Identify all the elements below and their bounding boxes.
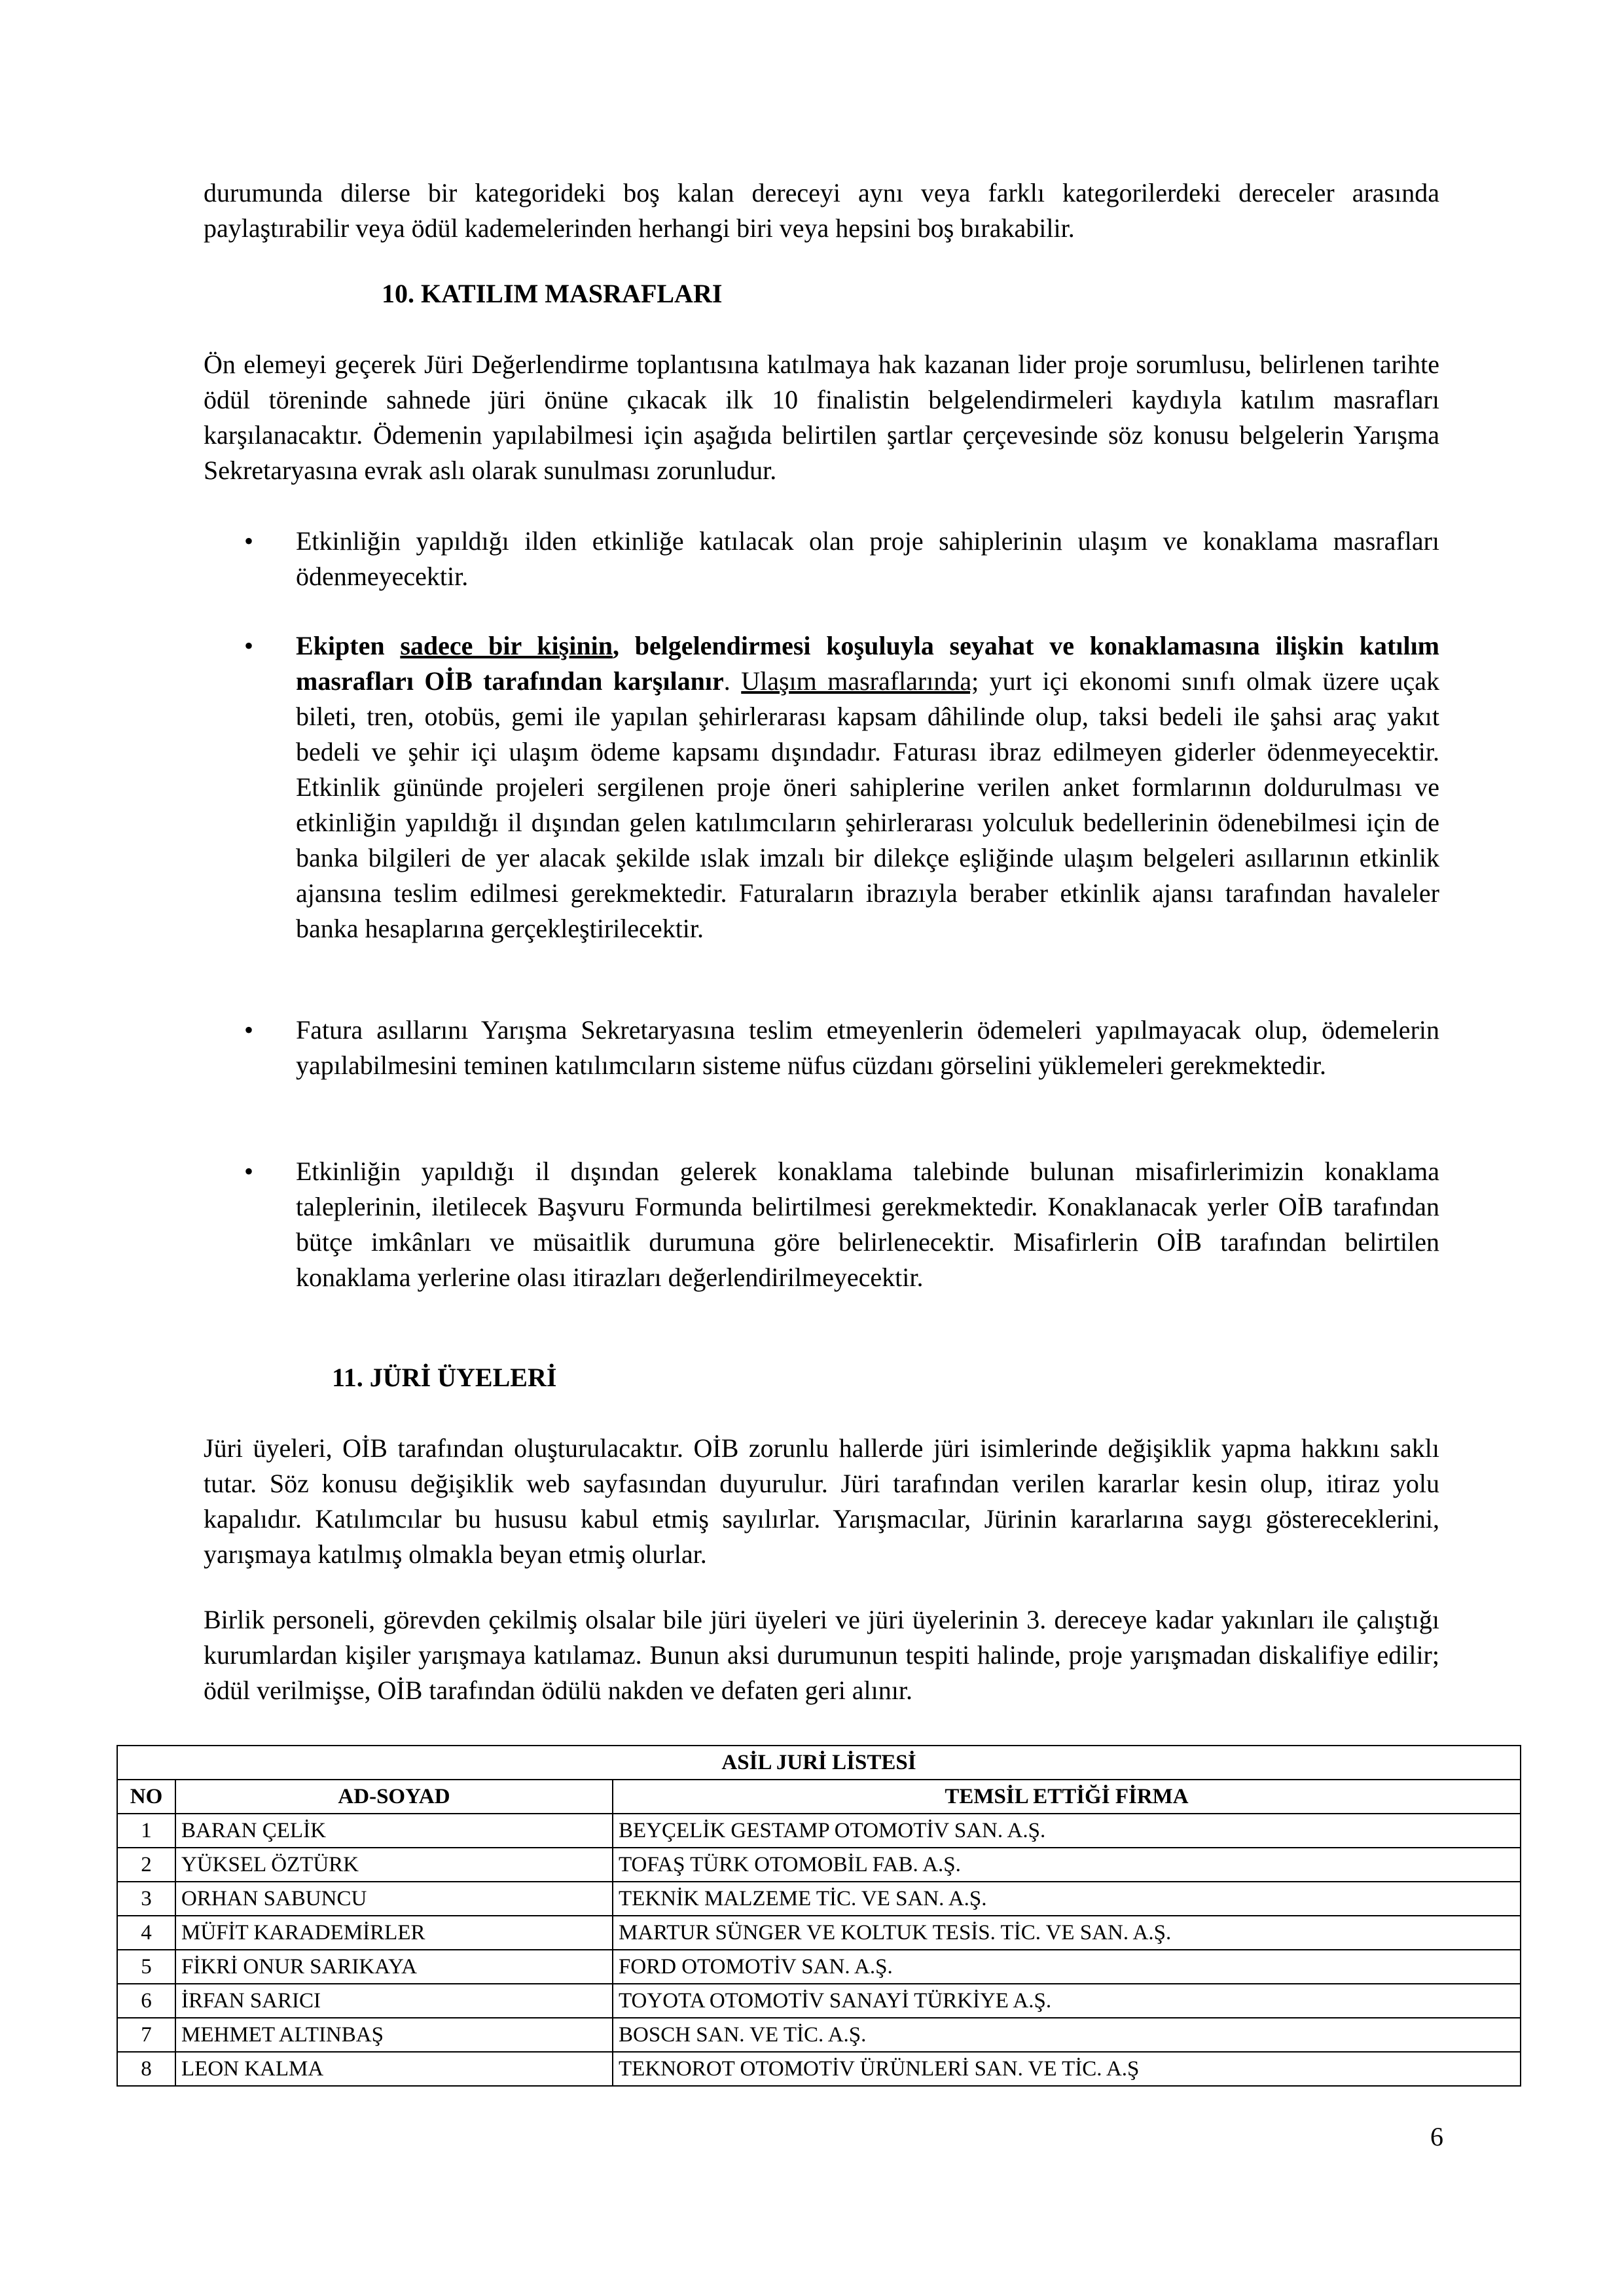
table-row [117,1984,1521,2018]
jury-member-name: MÜFİT KARADEMİRLER [175,1916,613,1950]
table-row [117,1950,1521,1984]
jury-member-firm: TOYOTA OTOMOTİV SANAYİ TÜRKİYE A.Ş. [613,1984,1521,2018]
jury-member-firm: TEKNOROT OTOMOTİV ÜRÜNLERİ SAN. VE TİC. A.Ş [613,2052,1521,2086]
jury-member-firm: BEYÇELİK GESTAMP OTOMOTİV SAN. A.Ş. [613,1814,1521,1848]
bullet-2-bold-start: Ekipten [296,631,401,660]
jury-member-name: MEHMET ALTINBAŞ [175,2018,613,2052]
bullet-3-text: Fatura asıllarını Yarışma Sekretaryasına teslim etmeyenlerin ödemeleri yapılmayacak olup, ödemelerin yapılabilmesini teminen katılımcıların sisteme nüfus cüzdanı görselini yüklemeleri gerekmektedir. [296,1015,1439,1080]
section-10-heading: 10. KATILIM MASRAFLARI [382,279,723,308]
jury-member-firm: TOFAŞ TÜRK OTOMOBİL FAB. A.Ş. [613,1848,1521,1882]
jury-member-name: ORHAN SABUNCU [175,1882,613,1916]
jury-member-name: LEON KALMA [175,2052,613,2086]
bullet-1-marker: • [244,526,254,556]
bullet-4-marker: • [244,1157,254,1186]
section-11-paragraph-1: Jüri üyeleri, OİB tarafından oluşturulacaktır. OİB zorunlu hallerde jüri isimlerinde değişiklik yapma hakkını saklı tutar. Söz konusu değişiklik web sayfasından duyurulur. Jüri tarafından verilen kararlar kesin olup, itiraz yolu kapalıdır. Katılımcılar bu hususu kabul etmiş sayılırlar. Yarışmacılar, Jürinin kararlarına saygı göstereceklerini, yarışmaya katılmış olmakla beyan etmiş olurlar. [204,1433,1439,1569]
bullet-3-marker: • [244,1015,254,1045]
table-row [117,1916,1521,1950]
row-number: 6 [117,1984,175,2018]
intro-paragraph: durumunda dilerse bir kategorideki boş kalan dereceyi aynı veya farklı kategorilerdeki dereceler arasında paylaştırabilir veya ödül kademelerinden herhangi biri veya hepsini boş bırakabilir. [204,178,1439,243]
table-row [117,1882,1521,1916]
jury-member-firm: MARTUR SÜNGER VE KOLTUK TESİS. TİC. VE SAN. A.Ş. [613,1916,1521,1950]
row-number: 1 [117,1814,175,1848]
bullet-4-text: Etkinliğin yapıldığı il dışından gelerek konaklama talebinde bulunan misafirlerimizin konaklama taleplerinin, iletilecek Başvuru Formunda belirtilmesi gerekmektedir. Konaklanacak yerler OİB tarafından bütçe imkânları ve müsaitlik durumuna göre belirlenecektir. Misafirlerin OİB tarafından belirtilen konaklama yerlerine olası itirazları değerlendirilmeyecektir. [296,1157,1439,1292]
row-number: 8 [117,2052,175,2086]
jury-table-header-name: AD-SOYAD [175,1780,613,1814]
table-row [117,1848,1521,1882]
page-number: 6 [1430,2122,1443,2151]
jury-table-title: ASİL JURİ LİSTESİ [117,1746,1521,1780]
jury-table-header-firm: TEMSİL ETTİĞİ FİRMA [613,1780,1521,1814]
section-11-paragraph-2: Birlik personeli, görevden çekilmiş olsalar bile jüri üyeleri ve jüri üyelerinin 3. dereceye kadar yakınları ile çalıştığı kurumlardan kişiler yarışmaya katılamaz. Bunun aksi durumunun tespiti halinde, proje yarışmadan diskalifiye edilir; ödül verilmişse, OİB tarafından ödülü nakden ve defaten geri alınır. [204,1605,1439,1705]
row-number: 3 [117,1882,175,1916]
row-number: 2 [117,1848,175,1882]
row-number: 7 [117,2018,175,2052]
row-number: 5 [117,1950,175,1984]
bullet-1-text: Etkinliğin yapıldığı ilden etkinliğe katılacak olan proje sahiplerinin ulaşım ve konaklama masrafları ödenmeyecektir. [296,526,1439,591]
bullet-2-underlined: Ulaşım masraflarında; [741,666,979,696]
jury-member-name: YÜKSEL ÖZTÜRK [175,1848,613,1882]
jury-member-name: İRFAN SARICI [175,1984,613,2018]
table-row [117,1814,1521,1848]
jury-table-header-no: NO [117,1780,175,1814]
table-row [117,2052,1521,2086]
section-11-heading: 11. JÜRİ ÜYELERİ [332,1363,557,1392]
jury-member-firm: TEKNİK MALZEME TİC. VE SAN. A.Ş. [613,1882,1521,1916]
jury-member-name: FİKRİ ONUR SARIKAYA [175,1950,613,1984]
bullet-2-bold-end: , belgelendirmesi koşuluyla seyahat ve konaklamasına ilişkin katılım masrafları OİB tarafından karşılanır [296,631,1440,696]
jury-table [117,1745,1521,2087]
jury-member-firm: FORD OTOMOTİV SAN. A.Ş. [613,1950,1521,1984]
bullet-2-marker: • [244,631,254,660]
table-row [117,2018,1521,2052]
bullet-2-rest: yurt içi ekonomi sınıfı olmak üzere uçak bileti, tren, otobüs, gemi ile yapılan şehirlerarası kapsam dâhilinde olup, taksi bedeli ile şahsi araç yakıt bedeli ve şehir içi ulaşım ödeme kapsamı dışındadır. Faturası ibraz edilmeyen giderler ödenmeyecektir. Etkinlik gününde projeleri sergilenen proje öneri sahiplerine verilen anket formlarının doldurulması ve etkinliğin yapıldığı il dışından gelen katılımcıların şehirlerarası yolculuk bedellerinin ödenebilmesi için de banka bilgileri de yer alacak şekilde ıslak imzalı bir dilekçe eşliğinde ulaşım belgeleri asıllarının etkinlik ajansına teslim edilmesi gerekmektedir. Faturaların ibrazıyla beraber etkinlik ajansı tarafından havaleler banka hesaplarına gerçekleştirilecektir. [296,666,1439,943]
bullet-2-bold-underlined: sadece bir kişinin [400,631,613,660]
jury-member-firm: BOSCH SAN. VE TİC. A.Ş. [613,2018,1521,2052]
bullet-2-period: . [723,666,731,696]
bullet-2-text [296,628,1439,946]
section-10-paragraph: Ön elemeyi geçerek Jüri Değerlendirme toplantısına katılmaya hak kazanan lider proje sorumlusu, belirlenen tarihte ödül töreninde sahnede jüri önüne çıkacak ilk 10 finalistin belgelendirmeleri kaydıyla katılım masrafları karşılanacaktır. Ödemenin yapılabilmesi için aşağıda belirtilen şartlar çerçevesinde söz konusu belgelerin Yarışma Sekretaryasına evrak aslı olarak sunulması zorunludur. [204,350,1439,485]
jury-member-name: BARAN ÇELİK [175,1814,613,1848]
row-number: 4 [117,1916,175,1950]
